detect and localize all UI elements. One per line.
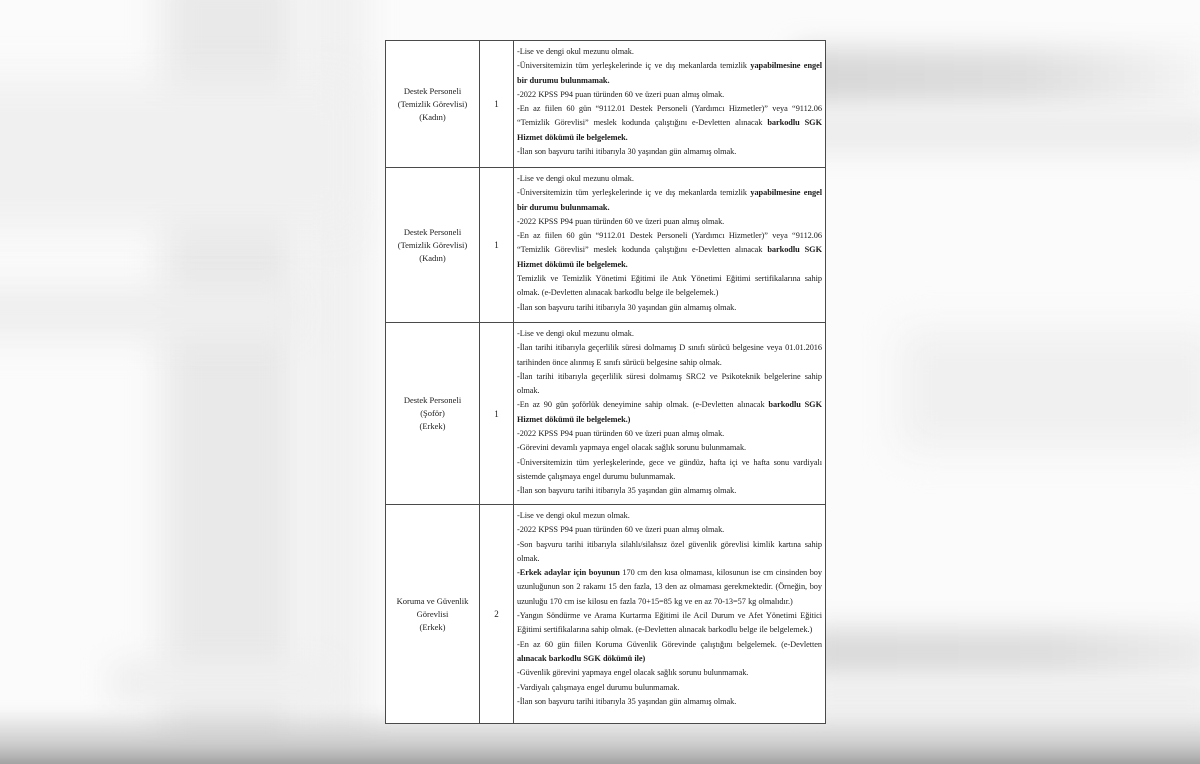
- background-left-mid-patch: [0, 285, 300, 340]
- requirement-item: -Lise ve dengi okul mezunu olmak.: [517, 329, 634, 338]
- position-line: (Kadın): [419, 252, 446, 263]
- position-line: Destek Personeli: [403, 226, 462, 237]
- position-cell: [386, 323, 480, 505]
- requirement-item: -İlan tarihi itibarıyla geçerlilik süresi dolmamış D sınıfı sürücü belgesine veya 01.01.2016 tarihinden önce alınmış E sınıfı sürücü belgesine sahip olmak.: [517, 343, 822, 367]
- background-top-left-patch: [0, 80, 360, 230]
- requirements-cell: [514, 323, 826, 505]
- background-top-right-band: [795, 48, 1200, 106]
- requirement-item: -Son başvuru tarihi itibarıyla silahlı/silahsız özel güvenlik görevlisi kimlik kartına sahip olmak.: [517, 539, 822, 563]
- requirement-item: -Üniversitemizin tüm yerleşkelerinde, gece ve gündüz, hafta içi ve hafta sonu vardiyalı sistemde çalışmaya engel durumu bulunmamak.: [517, 457, 822, 481]
- requirements-cell: [514, 505, 826, 724]
- position-line: Koruma ve Güvenlik: [396, 595, 469, 606]
- requirement-item: -2022 KPSS P94 puan türünden 60 ve üzeri puan almış olmak.: [517, 89, 725, 99]
- requirement-item: -Görevini devamlı yapmaya engel olacak sağlık sorunu bulunmamak.: [517, 443, 747, 453]
- position-line: Destek Personeli: [403, 85, 462, 96]
- requirement-item: -2022 KPSS P94 puan türünden 60 ve üzeri puan almış olmak.: [517, 216, 725, 226]
- requirement-item: -Lise ve dengi okul mezunu olmak.: [517, 174, 634, 183]
- position-cell: [386, 505, 480, 724]
- requirement-item: -Vardiyalı çalışmaya engel durumu bulunmamak.: [517, 682, 680, 692]
- position-line: (Şoför): [420, 408, 445, 418]
- position-cell: [386, 168, 480, 323]
- position-line: (Temizlik Görevlisi): [397, 98, 468, 109]
- background-right-upper-patch: [900, 330, 1200, 450]
- requirement-item: -Erkek adaylar için boyunun 170 cm den kısa olmaması, kilosunun ise cm cinsinden boy uzunluğunun son 2 rakamı 15 den fazla, 13 den az olmaması gerekmektedir. (Örneğin, boy uzunluğu 170 cm ise kilosu en fazla 70+15=85 kg ve en az 70-13=57 kg olmalıdır.): [517, 568, 823, 606]
- position-line: Görevlisi: [416, 608, 449, 619]
- count-cell: 2: [480, 505, 514, 724]
- requirement-item: -Üniversitemizin tüm yerleşkelerinde iç ve dış mekanlarda temizlik yapabilmesine engel bir durumu bulunmamak.: [517, 188, 822, 212]
- background-right-mid-band: [805, 628, 1200, 676]
- requirement-item: -En az fiilen 60 gün “9112.01 Destek Personeli (Yardımcı Hizmetler)” veya “9112.06 “Temizlik Görevlisi” meslek kodunda çalıştığını e-Devletten alınacak barkodlu SGK Hizmet dökümü ile belgelemek.: [517, 104, 822, 142]
- table-row: [386, 41, 826, 168]
- position-line: (Temizlik Görevlisi): [397, 239, 468, 250]
- count-cell: 1: [480, 41, 514, 168]
- requirement-item: -Lise ve dengi okul mezun olmak.: [517, 511, 630, 520]
- requirement-item: -En az 90 gün şoförlük deneyimine sahip olmak. (e-Devletten alınacak barkodlu SGK Hizmet dökümü ile belgelemek.): [517, 400, 822, 424]
- table-body: [386, 41, 826, 724]
- requirement-item: -2022 KPSS P94 puan türünden 60 ve üzeri puan almış olmak.: [517, 429, 725, 439]
- requirement-item: -İlan son başvuru tarihi itibarıyla 30 yaşından gün almamış olmak.: [517, 302, 737, 312]
- position-cell: [386, 41, 480, 168]
- count-cell: 1: [480, 168, 514, 323]
- table-row: [386, 505, 826, 724]
- requirement-item: -En az 60 gün fiilen Koruma Güvenlik Görevinde çalıştığını belgelemek. (e-Devletten alınacak barkodlu SGK dökümü ile): [517, 639, 822, 663]
- requirement-item: -En az fiilen 60 gün “9112.01 Destek Personeli (Yardımcı Hizmetler)” veya “9112.06 “Temizlik Görevlisi” meslek kodunda çalıştığını e-Devletten alınacak barkodlu SGK Hizmet dökümü ile belgelemek.: [517, 231, 822, 269]
- background-left-lower-patch: [110, 660, 330, 705]
- requirement-item: -Güvenlik görevini yapmaya engel olacak sağlık sorunu bulunmamak.: [517, 668, 749, 678]
- requirement-item: -Lise ve dengi okul mezunu olmak.: [517, 47, 634, 56]
- table-row: [386, 323, 826, 505]
- requirement-item: -İlan son başvuru tarihi itibarıyla 35 yaşından gün almamış olmak.: [517, 696, 737, 706]
- requirement-item: -2022 KPSS P94 puan türünden 60 ve üzeri puan almış olmak.: [517, 525, 725, 535]
- table-row: [386, 168, 826, 323]
- requirement-item: -İlan son başvuru tarihi itibarıyla 30 yaşından gün almamış olmak.: [517, 147, 737, 157]
- background-top-right-band-2: [795, 112, 1200, 154]
- job-requirements-table: [385, 40, 826, 724]
- requirement-item: -Üniversitemizin tüm yerleşkelerinde iç ve dış mekanlarda temizlik yapabilmesine engel bir durumu bulunmamak.: [517, 61, 822, 85]
- position-line: (Erkek): [419, 621, 446, 632]
- requirements-cell: [514, 41, 826, 168]
- requirement-item: -Yangın Söndürme ve Arama Kurtarma Eğitimi ile Acil Durum ve Afet Yönetimi Eğitici Eğitimi sertifikalarına sahip olmak. (e-Devletten alınacak barkodlu belge ile belgelemek.): [517, 611, 822, 635]
- requirement-item: -İlan tarihi itibarıyla geçerlilik süresi dolmamış SRC2 ve Psikoteknik belgelerine sahip olmak.: [517, 371, 822, 396]
- requirement-item: -İlan son başvuru tarihi itibarıyla 35 yaşından gün almamış olmak.: [517, 486, 737, 496]
- position-line: Destek Personeli: [403, 395, 462, 405]
- position-line: (Erkek): [419, 421, 446, 431]
- requirement-item: Temizlik ve Temizlik Yönetimi Eğitimi ile Atık Yönetimi Eğitimi sertifikalarına sahip olmak. (e-Devletten alınacak barkodlu belge ile belgelemek.): [517, 274, 822, 298]
- count-cell: 1: [480, 323, 514, 505]
- requirements-cell: [514, 168, 826, 323]
- position-line: (Kadın): [419, 111, 446, 122]
